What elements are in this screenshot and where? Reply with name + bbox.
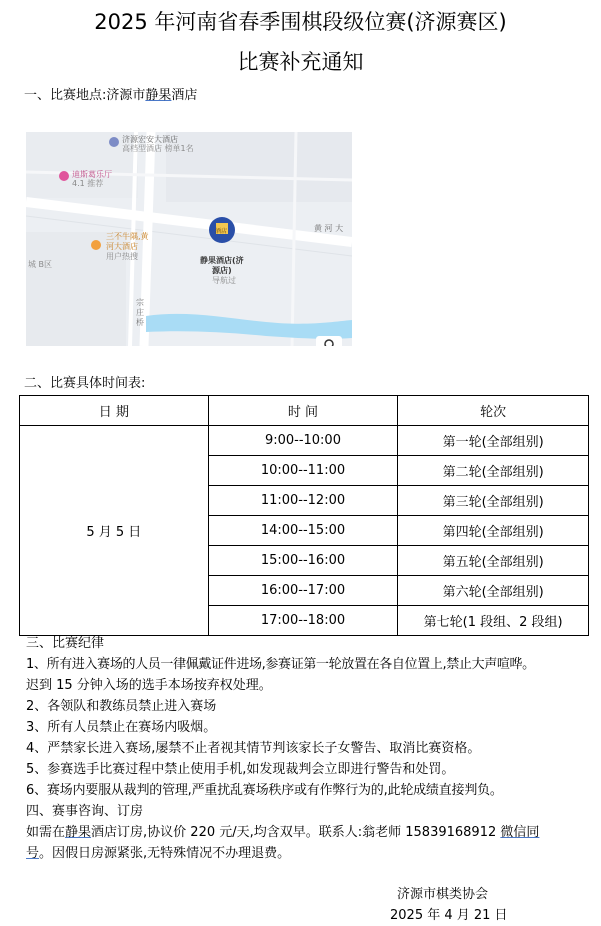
map-poi-sublabel: 高档型酒店 榜单1名 (122, 144, 194, 153)
date-cell: 5 月 5 日 (20, 426, 209, 636)
rule-2: 2、各领队和教练员禁止进入赛场 (26, 699, 217, 714)
rule-4: 4、严禁家长进入赛场,屡禁不止者视其情节判该家长子女警告、取消比赛资格。 (26, 741, 481, 756)
signature-date: 2025 年 4 月 21 日 (390, 908, 508, 923)
time-cell: 9:00--10:00 (208, 426, 398, 456)
time-cell: 10:00--11:00 (208, 456, 398, 486)
rule-1a: 1、所有进入赛场的人员一律佩戴证件进场,参赛证第一轮放置在各自位置上,禁止大声喧哗。 (26, 657, 535, 672)
map-marker-label: 源店) (212, 266, 232, 275)
booking-text-mid: 酒店订房,协议价 220 元/天,均含双早。联系人:翁老师 15839168912 (91, 825, 501, 840)
time-cell: 17:00--18:00 (208, 606, 398, 636)
map-road-label: 宗庄桥 (136, 298, 144, 327)
map-road-label: 黄 河 大 (314, 224, 344, 233)
section2-heading: 二、比赛具体时间表: (24, 376, 146, 391)
map-poi-label: 济源宏安大酒店 (122, 135, 178, 144)
map-poi-sublabel: 用户热搜 (106, 252, 138, 261)
booking-text-line1 (26, 824, 539, 842)
venue-name: 静果 (65, 825, 92, 840)
map-poi-label: 河大酒店 (106, 242, 138, 251)
round-cell: 第七轮(1 段组、2 段组) (398, 606, 589, 636)
map-road-label: 城 B区 (28, 260, 53, 269)
map-marker-label: 静果酒店(济 (200, 256, 244, 265)
wechat-note-cont: 号 (26, 846, 40, 861)
booking-text-rest: 。因假日房源紧张,无特殊情况不办理退费。 (39, 846, 291, 861)
rule-6: 6、赛场内要服从裁判的管理,严重扰乱赛场秩序或有作弊行为的,此轮成绩直接判负。 (26, 783, 503, 798)
round-cell: 第四轮(全部组别) (398, 516, 589, 546)
header-date: 日 期 (20, 396, 209, 426)
signature-org: 济源市棋类协会 (397, 887, 489, 902)
map-marker-badge: 酒店 (215, 228, 228, 235)
round-cell: 第五轮(全部组别) (398, 546, 589, 576)
schedule-table (19, 395, 589, 636)
section3-heading: 三、比赛纪律 (26, 636, 105, 651)
time-cell: 16:00--17:00 (208, 576, 398, 606)
rule-5: 5、参赛选手比赛过程中禁止使用手机,如发现裁判会立即进行警告和处罚。 (26, 762, 455, 777)
document-title: 2025 年河南省春季围棋段级位赛(济源赛区) (94, 10, 507, 34)
section1-label: 一、比赛地点:济源市 (24, 88, 146, 103)
round-cell: 第三轮(全部组别) (398, 486, 589, 516)
rule-1b: 迟到 15 分钟入场的选手本场按弃权处理。 (26, 678, 272, 693)
header-time: 时 间 (208, 396, 398, 426)
wechat-note: 微信同 (500, 825, 540, 840)
venue-suffix: 酒店 (171, 88, 198, 103)
document-subtitle: 比赛补充通知 (237, 50, 364, 74)
booking-text-line2 (26, 845, 290, 863)
map-poi-sublabel: 4.1 推荐 (72, 179, 104, 188)
venue-name: 静果 (145, 88, 172, 103)
map-marker-sublabel: 导航过 (212, 276, 236, 285)
location-map[interactable] (26, 132, 352, 346)
map-poi-label: 三不牛隅,黄 (106, 232, 149, 241)
time-cell: 14:00--15:00 (208, 516, 398, 546)
table-row (20, 426, 589, 456)
rule-3: 3、所有人员禁止在赛场内吸烟。 (26, 720, 217, 735)
section1-heading (24, 87, 197, 105)
table-header-row (20, 396, 589, 426)
time-cell: 11:00--12:00 (208, 486, 398, 516)
booking-text-pre: 如需在 (26, 825, 66, 840)
map-poi-label: 迪斯葛乐厅 (72, 170, 112, 179)
round-cell: 第二轮(全部组别) (398, 456, 589, 486)
round-cell: 第六轮(全部组别) (398, 576, 589, 606)
section4-heading: 四、赛事咨询、订房 (26, 804, 144, 819)
map-graphic (26, 132, 352, 346)
time-cell: 15:00--16:00 (208, 546, 398, 576)
round-cell: 第一轮(全部组别) (398, 426, 589, 456)
header-round: 轮次 (398, 396, 589, 426)
